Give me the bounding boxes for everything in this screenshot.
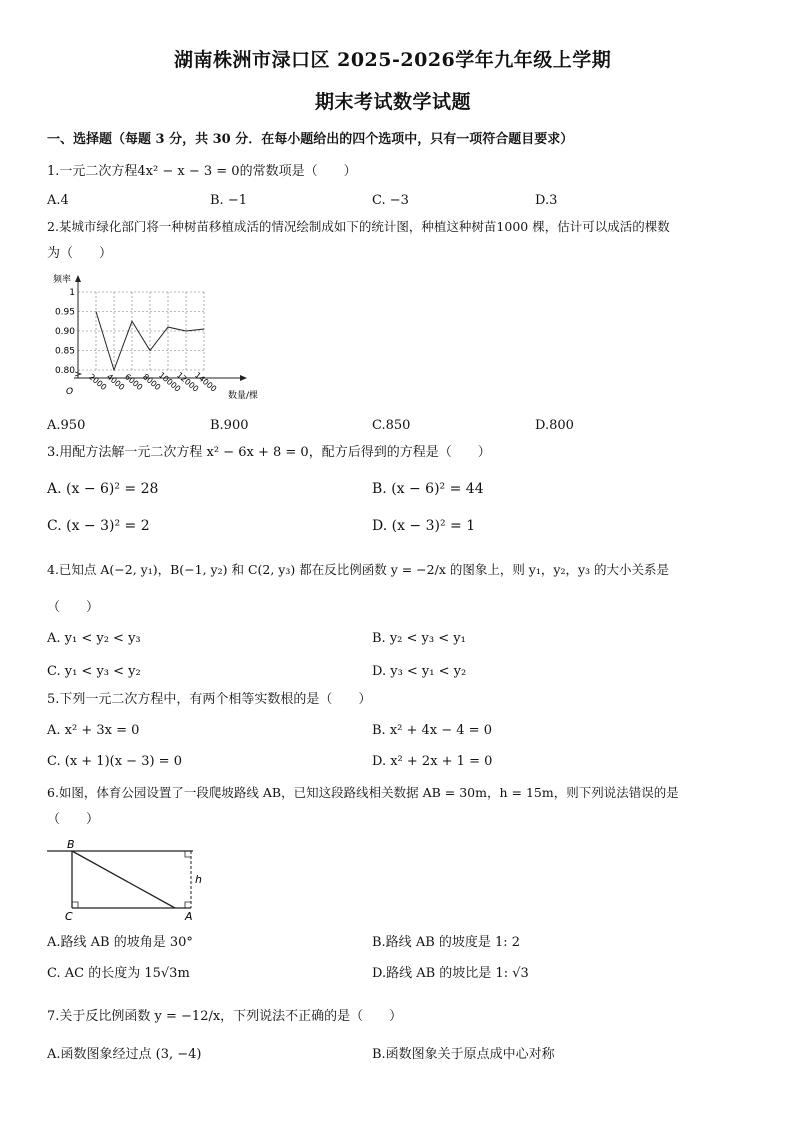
- question-2-stem-line1: 2.某城市绿化部门将一种树苗移植成活的情况绘制成如下的统计图，种植这种树苗1000 棵，估计可以成活的棵数: [47, 219, 670, 234]
- question-6-stem-line2: （ ）: [47, 812, 100, 827]
- chart-x-arrow: [240, 375, 247, 381]
- question-2-stem-line2: 为（ ）: [47, 246, 113, 261]
- label-c: C: [65, 910, 73, 923]
- chart-x-tick-label: 6000: [122, 372, 145, 393]
- q3-option-a: A. (x − 6)² = 28: [47, 481, 159, 497]
- chart-x-tick-label: 10000: [156, 370, 183, 394]
- q2-option-d: D.800: [535, 418, 574, 433]
- page-title-line1: 湖南株洲市渌口区 2025-2026学年九年级上学期: [174, 49, 612, 71]
- q1-option-c: C. −3: [372, 193, 409, 208]
- chart-xlabel: 数量/棵: [228, 391, 259, 401]
- section-header: 一、选择题（每题 3 分，共 30 分．在每小题给出的四个选项中，只有一项符合题目要求）: [47, 132, 574, 147]
- chart-y-tick-label: 1: [69, 288, 75, 298]
- q4-option-d: D. y₃ < y₁ < y₂: [372, 664, 467, 679]
- q2-option-b: B.900: [210, 418, 249, 433]
- label-h: h: [195, 873, 202, 886]
- chart-y-tick-label: 0.95: [54, 307, 75, 318]
- q5-option-d: D. x² + 2x + 1 = 0: [372, 754, 493, 769]
- chart-y-tick-label: 0.85: [54, 346, 75, 357]
- q7-option-a: A.函数图象经过点 (3, −4): [47, 1047, 202, 1062]
- q5-option-a: A. x² + 3x = 0: [47, 723, 140, 738]
- page-title-line2: 期末考试数学试题: [315, 91, 472, 113]
- q1-option-b: B. −1: [210, 193, 247, 208]
- label-a: A: [185, 910, 193, 923]
- chart-y-arrow: [75, 275, 81, 282]
- q6-option-a: A.路线 AB 的坡角是 30°: [47, 935, 193, 950]
- q3-option-b: B. (x − 6)² = 44: [372, 481, 484, 497]
- chart-x-tick-label: 4000: [104, 372, 127, 393]
- question-1-stem: 1.一元二次方程4x² − x − 3 = 0的常数项是（ ）: [47, 164, 357, 179]
- q4-option-c: C. y₁ < y₃ < y₂: [47, 664, 141, 679]
- segment-ab: [72, 851, 175, 908]
- question-4-stem-line2: （ ）: [47, 600, 100, 615]
- right-angle-c: [72, 902, 78, 908]
- q1-option-a: A.4: [47, 193, 69, 208]
- chart-origin: O: [66, 387, 74, 397]
- chart-ylabel: 频率: [53, 275, 72, 285]
- chart-y-tick-label: 0.80: [54, 366, 75, 376]
- frequency-line-chart: [48, 270, 278, 410]
- chart-y-tick-label: 0.90: [54, 327, 75, 337]
- q2-option-a: A.950: [47, 418, 86, 433]
- q4-option-a: A. y₁ < y₂ < y₃: [47, 631, 141, 646]
- chart-axes: [74, 275, 247, 381]
- q2-option-c: C.850: [372, 418, 411, 433]
- q7-option-b: B.函数图象关于原点成中心对称: [372, 1047, 555, 1062]
- chart-x-tick-label: 14000: [192, 370, 219, 394]
- q4-option-b: B. y₂ < y₃ < y₁: [372, 631, 466, 646]
- slope-figure: [45, 838, 225, 923]
- chart-x-tick-label: 12000: [174, 370, 201, 394]
- label-b: B: [67, 838, 75, 851]
- q5-option-b: B. x² + 4x − 4 = 0: [372, 723, 492, 738]
- right-angle-bottom: [185, 902, 191, 908]
- chart-x-tick-label: 8000: [140, 372, 163, 393]
- q5-option-c: C. (x + 1)(x − 3) = 0: [47, 754, 182, 769]
- right-angle-top: [185, 851, 191, 857]
- question-4-stem-line1: 4.已知点 A(−2, y₁)，B(−1, y₂) 和 C(2, y₃) 都在反比例函数 y = −2/x 的图象上，则 y₁，y₂，y₃ 的大小关系是: [47, 562, 670, 577]
- q3-option-d: D. (x − 3)² = 1: [372, 518, 476, 534]
- q1-option-d: D.3: [535, 193, 558, 208]
- q6-option-c: C. AC 的长度为 15√3m: [47, 966, 190, 981]
- question-6-stem-line1: 6.如图，体育公园设置了一段爬坡路线 AB，已知这段路线相关数据 AB = 30m，h = 15m，则下列说法错误的是: [47, 785, 679, 800]
- q3-option-c: C. (x − 3)² = 2: [47, 518, 150, 534]
- chart-x-tick-label: 2000: [86, 372, 109, 393]
- q6-option-d: D.路线 AB 的坡比是 1: √3: [372, 966, 529, 981]
- question-7-stem: 7.关于反比例函数 y = −12/x，下列说法不正确的是（ ）: [47, 1009, 403, 1024]
- question-3-stem: 3.用配方法解一元二次方程 x² − 6x + 8 = 0，配方后得到的方程是（ ）: [47, 445, 491, 460]
- q6-option-b: B.路线 AB 的坡度是 1: 2: [372, 935, 521, 950]
- question-5-stem: 5.下列一元二次方程中，有两个相等实数根的是（ ）: [47, 692, 372, 707]
